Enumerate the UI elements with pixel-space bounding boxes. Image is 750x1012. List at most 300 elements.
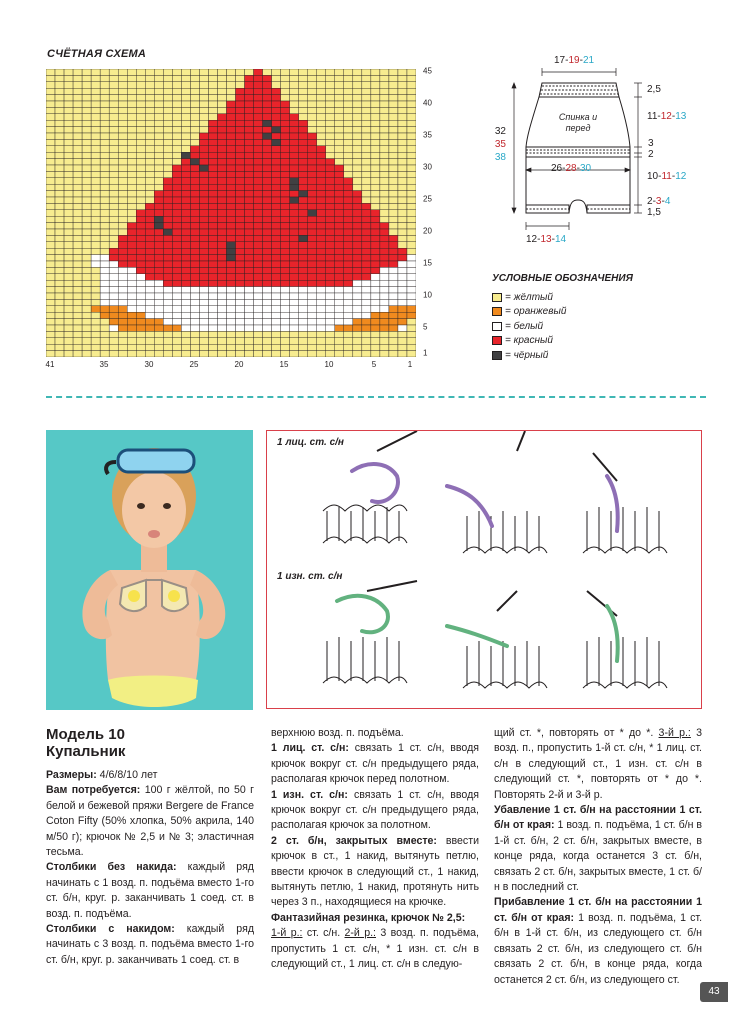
chart-cell	[91, 139, 100, 145]
chart-cell	[317, 75, 326, 81]
chart-cell	[371, 191, 380, 197]
chart-cell	[290, 306, 299, 312]
chart-cell	[73, 171, 82, 177]
chart-cell	[281, 210, 290, 216]
chart-cell	[109, 287, 118, 293]
chart-cell	[389, 75, 398, 81]
chart-cell	[181, 101, 190, 107]
chart-cell	[398, 293, 407, 299]
chart-cell	[145, 146, 154, 152]
chart-cell	[109, 120, 118, 126]
chart-cell	[217, 261, 226, 267]
chart-cell	[226, 107, 235, 113]
chart-cell	[127, 152, 136, 158]
chart-cell	[199, 223, 208, 229]
chart-cell	[190, 210, 199, 216]
chart-cell	[55, 146, 64, 152]
chart-cell	[109, 171, 118, 177]
chart-cell	[127, 191, 136, 197]
chart-cell	[272, 229, 281, 235]
chart-cell	[371, 306, 380, 312]
chart-cell	[407, 69, 416, 75]
chart-cell	[299, 306, 308, 312]
chart-cell	[335, 312, 344, 318]
chart-cell	[208, 184, 217, 190]
chart-cell	[217, 184, 226, 190]
chart-cell	[326, 120, 335, 126]
chart-cell	[73, 82, 82, 88]
chart-cell	[326, 319, 335, 325]
chart-cell	[362, 325, 371, 331]
chart-cell	[380, 69, 389, 75]
chart-cell	[245, 267, 254, 273]
chart-cell	[190, 255, 199, 261]
chart-cell	[344, 312, 353, 318]
chart-cell	[109, 344, 118, 350]
chart-cell	[64, 287, 73, 293]
legend-item-red: = красный	[492, 334, 566, 349]
chart-cell	[326, 210, 335, 216]
chart-cell	[407, 191, 416, 197]
chart-cell	[154, 338, 163, 344]
chart-cell	[317, 120, 326, 126]
chart-cell	[163, 229, 172, 235]
chart-cell	[100, 82, 109, 88]
chart-cell	[407, 280, 416, 286]
chart-cell	[326, 351, 335, 357]
chart-cell	[389, 255, 398, 261]
chart-cell	[217, 319, 226, 325]
chart-cell	[317, 248, 326, 254]
chart-cell	[344, 127, 353, 133]
chart-cell	[326, 248, 335, 254]
chart-cell	[73, 312, 82, 318]
chart-cell	[217, 95, 226, 101]
chart-cell	[290, 319, 299, 325]
column-number: 15	[279, 360, 289, 369]
chart-cell	[398, 101, 407, 107]
chart-cell	[263, 146, 272, 152]
chart-cell	[344, 210, 353, 216]
chart-cell	[254, 319, 263, 325]
chart-cell	[100, 229, 109, 235]
chart-cell	[163, 325, 172, 331]
chart-cell	[64, 229, 73, 235]
chart-cell	[100, 101, 109, 107]
chart-cell	[326, 171, 335, 177]
chart-cell	[181, 216, 190, 222]
chart-cell	[335, 82, 344, 88]
chart-cell	[217, 88, 226, 94]
chart-cell	[290, 331, 299, 337]
chart-cell	[236, 325, 245, 331]
chart-cell	[398, 280, 407, 286]
chart-cell	[326, 95, 335, 101]
chart-cell	[299, 139, 308, 145]
chart-cell	[290, 248, 299, 254]
chart-cell	[190, 280, 199, 286]
chart-cell	[100, 191, 109, 197]
chart-cell	[73, 88, 82, 94]
chart-cell	[208, 191, 217, 197]
chart-cell	[208, 344, 217, 350]
chart-cell	[190, 171, 199, 177]
chart-cell	[82, 178, 91, 184]
chart-cell	[299, 248, 308, 254]
chart-cell	[217, 159, 226, 165]
chart-cell	[308, 171, 317, 177]
chart-cell	[290, 229, 299, 235]
chart-cell	[290, 203, 299, 209]
chart-cell	[100, 139, 109, 145]
chart-cell	[217, 274, 226, 280]
chart-cell	[64, 178, 73, 184]
chart-cell	[136, 223, 145, 229]
chart-cell	[245, 299, 254, 305]
chart-cell	[136, 146, 145, 152]
chart-cell	[380, 197, 389, 203]
chart-cell	[335, 242, 344, 248]
chart-cell	[254, 165, 263, 171]
chart-cell	[308, 248, 317, 254]
chart-cell	[398, 75, 407, 81]
chart-cell	[236, 133, 245, 139]
chart-cell	[290, 75, 299, 81]
chart-cell	[236, 287, 245, 293]
chart-cell	[109, 146, 118, 152]
chart-cell	[208, 165, 217, 171]
text-column-1	[46, 726, 254, 968]
chart-cell	[308, 338, 317, 344]
chart-cell	[145, 306, 154, 312]
chart-cell	[245, 210, 254, 216]
chart-cell	[64, 261, 73, 267]
chart-cell	[136, 165, 145, 171]
chart-cell	[100, 242, 109, 248]
chart-cell	[236, 255, 245, 261]
chart-cell	[226, 306, 235, 312]
chart-cell	[272, 95, 281, 101]
row-number: 45	[423, 66, 432, 76]
chart-cell	[407, 95, 416, 101]
chart-cell	[389, 331, 398, 337]
chart-cell	[317, 344, 326, 350]
chart-cell	[154, 191, 163, 197]
chart-cell	[190, 191, 199, 197]
chart-cell	[154, 255, 163, 261]
chart-cell	[208, 139, 217, 145]
chart-cell	[326, 280, 335, 286]
rib-paragraph: Фантазийная резинка, крючок № 2,5: 1-й р.: ст. с/н. 2-й р.: 3 возд. п. подъёма, пропустить 1 ст. с/н, * 1 изн. ст. с/н в следующий ст., 1 лиц. ст. с/н в следую-	[271, 911, 480, 971]
chart-cell	[380, 82, 389, 88]
chart-cell	[299, 344, 308, 350]
chart-cell	[46, 351, 55, 357]
chart-cell	[217, 293, 226, 299]
chart-cell	[118, 344, 127, 350]
chart-cell	[371, 171, 380, 177]
chart-cell	[389, 178, 398, 184]
chart-cell	[380, 280, 389, 286]
chart-cell	[281, 184, 290, 190]
chart-cell	[109, 306, 118, 312]
chart-cell	[290, 101, 299, 107]
chart-cell	[263, 120, 272, 126]
chart-cell	[145, 248, 154, 254]
chart-cell	[389, 319, 398, 325]
chart-cell	[118, 88, 127, 94]
chart-cell	[73, 120, 82, 126]
chart-cell	[208, 306, 217, 312]
chart-cell	[217, 75, 226, 81]
chart-cell	[226, 261, 235, 267]
chart-cell	[208, 280, 217, 286]
chart-cell	[46, 197, 55, 203]
chart-cell	[299, 203, 308, 209]
chart-cell	[118, 325, 127, 331]
chart-cell	[226, 312, 235, 318]
chart-cell	[281, 82, 290, 88]
chart-cell	[389, 107, 398, 113]
chart-cell	[64, 95, 73, 101]
chart-cell	[371, 280, 380, 286]
legend-title: УСЛОВНЫЕ ОБОЗНАЧЕНИЯ	[492, 273, 633, 284]
chart-cell	[172, 338, 181, 344]
chart-cell	[91, 152, 100, 158]
chart-cell	[389, 210, 398, 216]
chart-cell	[353, 184, 362, 190]
chart-cell	[299, 184, 308, 190]
chart-cell	[299, 235, 308, 241]
pattern-schematic	[480, 50, 710, 250]
chart-cell	[109, 235, 118, 241]
chart-cell	[353, 274, 362, 280]
chart-cell	[353, 293, 362, 299]
chart-cell	[64, 299, 73, 305]
chart-cell	[82, 280, 91, 286]
chart-cell	[362, 69, 371, 75]
chart-cell	[308, 69, 317, 75]
chart-cell	[299, 69, 308, 75]
chart-cell	[407, 75, 416, 81]
chart-cell	[290, 133, 299, 139]
chart-cell	[398, 197, 407, 203]
chart-cell	[118, 69, 127, 75]
chart-cell	[281, 287, 290, 293]
chart-cell	[272, 82, 281, 88]
chart-cell	[353, 159, 362, 165]
chart-cell	[145, 216, 154, 222]
chart-cell	[64, 338, 73, 344]
row-number: 5	[423, 322, 428, 332]
chart-cell	[73, 338, 82, 344]
chart-cell	[254, 306, 263, 312]
chart-cell	[163, 165, 172, 171]
chart-cell	[100, 178, 109, 184]
chart-cell	[362, 351, 371, 357]
chart-cell	[145, 312, 154, 318]
row-number: 30	[423, 162, 432, 172]
chart-cell	[236, 75, 245, 81]
chart-cell	[245, 331, 254, 337]
chart-cell	[263, 229, 272, 235]
chart-cell	[217, 178, 226, 184]
chart-cell	[398, 287, 407, 293]
chart-cell	[254, 280, 263, 286]
chart-cell	[317, 133, 326, 139]
chart-cell	[118, 127, 127, 133]
chart-cell	[46, 69, 55, 75]
chart-cell	[335, 287, 344, 293]
chart-cell	[308, 306, 317, 312]
chart-cell	[371, 101, 380, 107]
chart-cell	[254, 293, 263, 299]
chart-cell	[172, 210, 181, 216]
chart-cell	[100, 338, 109, 344]
chart-cell	[245, 242, 254, 248]
chart-cell	[118, 82, 127, 88]
chart-cell	[172, 152, 181, 158]
chart-cell	[407, 287, 416, 293]
chart-cell	[344, 299, 353, 305]
chart-cell	[254, 88, 263, 94]
chart-cell	[136, 133, 145, 139]
chart-cell	[109, 165, 118, 171]
chart-cell	[208, 331, 217, 337]
chart-cell	[73, 261, 82, 267]
chart-cell	[254, 146, 263, 152]
chart-cell	[335, 203, 344, 209]
chart-cell	[136, 75, 145, 81]
chart-cell	[136, 338, 145, 344]
chart-cell	[46, 101, 55, 107]
chart-cell	[109, 210, 118, 216]
chart-cell	[380, 191, 389, 197]
chart-cell	[335, 229, 344, 235]
chart-cell	[290, 267, 299, 273]
chart-cell	[245, 255, 254, 261]
chart-cell	[127, 338, 136, 344]
chart-cell	[208, 293, 217, 299]
chart-cell	[118, 267, 127, 273]
chart-cell	[217, 107, 226, 113]
chart-cell	[344, 146, 353, 152]
chart-cell	[127, 82, 136, 88]
chart-cell	[317, 255, 326, 261]
chart-cell	[163, 344, 172, 350]
chart-cell	[299, 319, 308, 325]
chart-cell	[199, 229, 208, 235]
chart-cell	[245, 191, 254, 197]
chart-cell	[371, 287, 380, 293]
chart-cell	[46, 203, 55, 209]
chart-cell	[308, 107, 317, 113]
chart-cell	[389, 274, 398, 280]
chart-cell	[407, 229, 416, 235]
chart-cell	[100, 146, 109, 152]
hip-width-label: 26-28-30	[551, 163, 592, 174]
chart-cell	[380, 184, 389, 190]
chart-cell	[272, 242, 281, 248]
chart-cell	[290, 344, 299, 350]
chart-cell	[172, 133, 181, 139]
chart-cell	[46, 88, 55, 94]
chart-cell	[389, 203, 398, 209]
chart-cell	[254, 235, 263, 241]
chart-cell	[190, 178, 199, 184]
chart-cell	[254, 223, 263, 229]
chart-cell	[154, 127, 163, 133]
chart-cell	[82, 223, 91, 229]
chart-cell	[208, 223, 217, 229]
chart-cell	[407, 146, 416, 152]
chart-cell	[326, 223, 335, 229]
chart-cell	[380, 75, 389, 81]
chart-cell	[281, 127, 290, 133]
chart-cell	[281, 114, 290, 120]
chart-cell	[335, 127, 344, 133]
chart-cell	[236, 152, 245, 158]
chart-cell	[299, 325, 308, 331]
chart-cell	[272, 133, 281, 139]
chart-cell	[181, 191, 190, 197]
chart-cell	[398, 139, 407, 145]
chart-cell	[109, 197, 118, 203]
chart-cell	[407, 248, 416, 254]
chart-cell	[317, 242, 326, 248]
chart-cell	[181, 114, 190, 120]
single-crochet-paragraph: Столбики без накида: каждый ряд начинать с 1 возд. п. подъёма вместо 1-го ст. б/н, круг. р. заканчивать 1 соед. ст. в возд. п. подъёма.	[46, 861, 254, 920]
chart-cell	[299, 312, 308, 318]
chart-cell	[217, 344, 226, 350]
chart-cell	[172, 299, 181, 305]
chart-cell	[91, 191, 100, 197]
chart-cell	[281, 319, 290, 325]
chart-cell	[317, 319, 326, 325]
chart-cell	[82, 107, 91, 113]
chart-cell	[163, 69, 172, 75]
chart-cell	[407, 197, 416, 203]
chart-cell	[181, 165, 190, 171]
chart-cell	[272, 114, 281, 120]
chart-cell	[199, 280, 208, 286]
chart-cell	[91, 184, 100, 190]
chart-cell	[362, 159, 371, 165]
chart-cell	[226, 69, 235, 75]
chart-cell	[290, 146, 299, 152]
chart-cell	[317, 299, 326, 305]
chart-cell	[91, 171, 100, 177]
chart-cell	[55, 242, 64, 248]
chart-cell	[208, 203, 217, 209]
chart-cell	[335, 255, 344, 261]
chart-cell	[73, 255, 82, 261]
chart-cell	[217, 197, 226, 203]
chart-cell	[118, 319, 127, 325]
chart-cell	[217, 101, 226, 107]
chart-cell	[290, 293, 299, 299]
chart-cell	[100, 255, 109, 261]
chart-cell	[91, 95, 100, 101]
chart-cell	[172, 120, 181, 126]
chart-cell	[389, 267, 398, 273]
chart-cell	[73, 325, 82, 331]
chart-cell	[236, 146, 245, 152]
chart-cell	[136, 203, 145, 209]
chart-cell	[308, 344, 317, 350]
chart-cell	[127, 274, 136, 280]
chart-cell	[154, 210, 163, 216]
chart-cell	[181, 229, 190, 235]
